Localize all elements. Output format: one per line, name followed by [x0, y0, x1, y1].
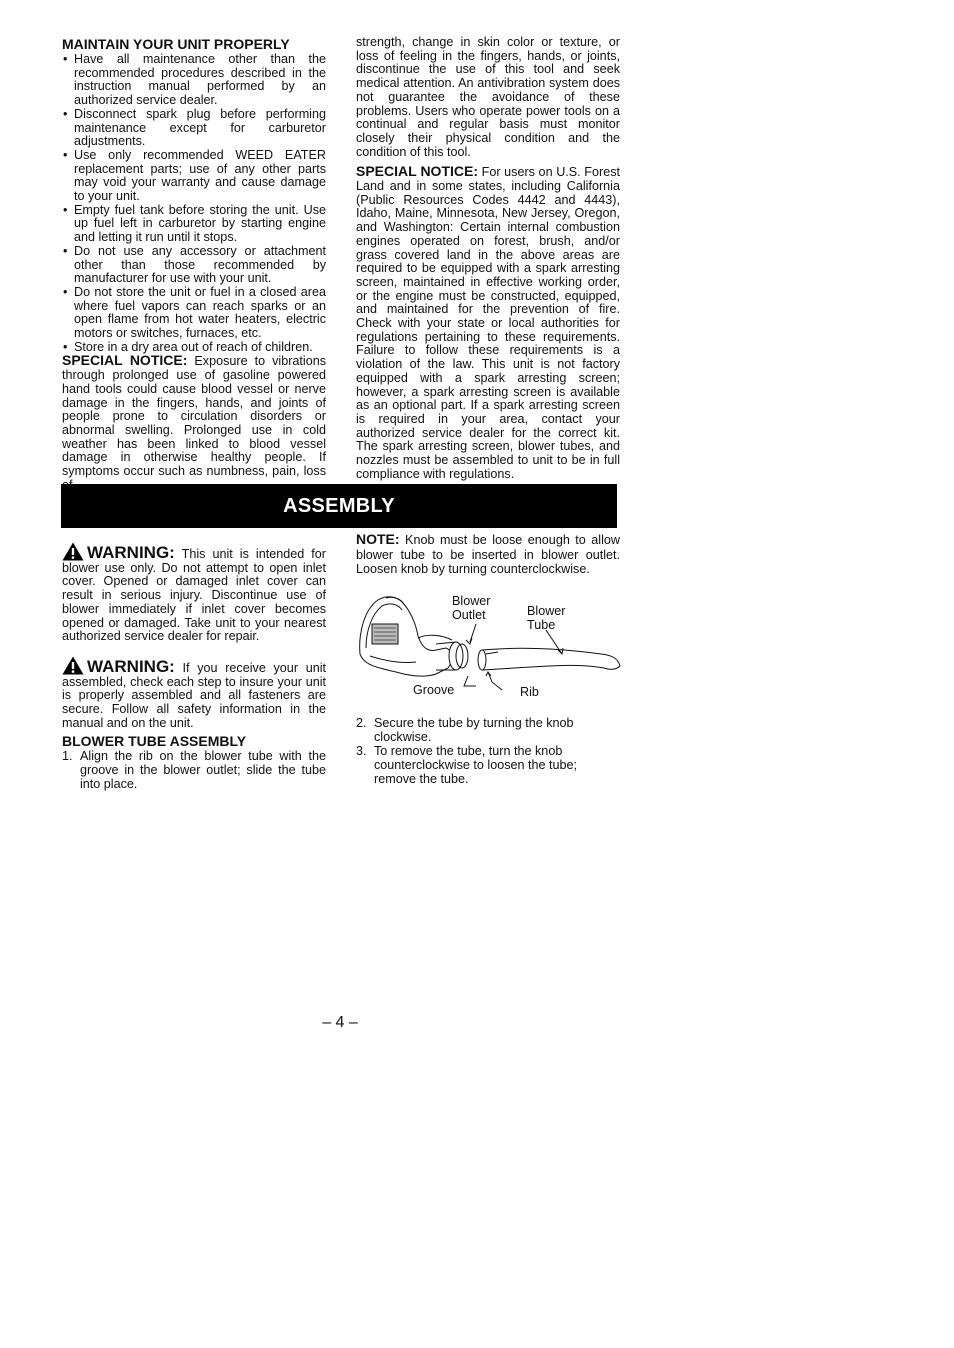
list-item: • Do not use any accessory or attachment other than those recommended by manufacturer for use with your unit.: [62, 245, 326, 286]
left-column-bottom: [62, 542, 326, 792]
blower-tube-diagram: [356, 590, 622, 708]
warning-assembled: [62, 656, 326, 731]
note: [356, 532, 620, 577]
maintain-heading: MAINTAIN YOUR UNIT PROPERLY: [62, 36, 290, 52]
list-item: 1. Align the rib on the blower tube with the groove in the blower outlet; slide the tube into place.: [62, 749, 326, 791]
warning-lead: WARNING:: [87, 543, 175, 562]
warning-blower-use: [62, 542, 326, 644]
list-item: • Store in a dry area out of reach of children.: [62, 341, 326, 355]
special-notice-text: Exposure to vibrations through prolonged use of gasoline powered hand tools could cause blood vessel or nerve damage in the fingers, hands, and joints of people prone to circulation disorders or abnormal swelling. Prolonged use in cold weather has been linked to blood vessel damage in otherwise healthy people. If symptoms occur such as numbness, pain, loss: [62, 354, 327, 479]
warning-text: This unit is intended for blower use only. Do not attempt to open inlet cover. Opened or damaged inlet cover can result in serious injury. Discontinue use of blower immediately if inlet cover becomes opened or damaged. Take unit to your nearest authorized service dealer for repair.: [62, 547, 326, 644]
label-rib: Rib: [520, 685, 539, 699]
list-item: 3. To remove the tube, turn the knob counterclockwise to loosen the tube; remove the tube.: [356, 744, 578, 786]
label-groove: Groove: [413, 683, 455, 697]
maintain-list: [62, 53, 326, 354]
blower-tube-heading: BLOWER TUBE ASSEMBLY: [62, 733, 247, 750]
special-notice-lead: SPECIAL NOTICE:: [62, 352, 188, 369]
list-item: • Disconnect spark plug before performing maintenance except for carburetor adjustments.: [62, 108, 326, 149]
page-number: – 4 –: [322, 1014, 358, 1031]
list-item: • Do not store the unit or fuel in a closed area where fuel vapors can reach sparks or an open flame from hot water heaters, electric motors or switches, furnaces, etc.: [62, 286, 326, 341]
warning-lead: WARNING:: [87, 656, 175, 676]
assembly-title: ASSEMBLY: [283, 494, 395, 517]
label-blower-outlet: Blower Outlet: [452, 594, 491, 622]
special-notice-vibration-cont: strength, change in skin color or texture, or loss of feeling in the fingers, hands, or joints, discontinue the use of this tool and seek medical attention. An antivibration system does not guarantee the avoidance of these problems. Users who operate power tools on a continual and regular basis must monitor closely their physical condition and the condition of this tool.: [356, 35, 620, 159]
warning-triangle-icon: [62, 542, 84, 561]
blower-tube-steps-cont: [356, 716, 620, 786]
special-notice-text: For users on U.S. Forest Land and in some states, including California (Public Resources Codes 4442 and 4443), Idaho, Maine, Minnesota, New Jersey, Oregon, and Washington: Certain internal combustion engines operated on forest, brush, and/or grass covered land in the above areas are required to be equipped with a spark arresting screen, maintained in effective working order, or the engine must be constructed, equipped, and maintained for the prevention of fire. Check with your state or local authorities for regulations pertaining to these requirements. Failure to follow these requirements is a violation of the law. This unit is not factory equipped with a spark arresting screen; however, a spark arresting screen is available as an optional part. If a spark arresting screen is required in your area, contact your authorized service dealer for the correct kit. The spark arresting screen, blower tubes, and nozzles must be assembled to unit to be in full compliance with regulations.: [356, 165, 620, 481]
label-blower-tube: Blower Tube: [527, 604, 566, 632]
special-notice-spark: [356, 165, 620, 481]
special-notice-lead: SPECIAL NOTICE:: [356, 163, 478, 180]
warning-text: If you receive your unit assembled, check each step to insure your unit is properly assembled and all fasteners are secure. Follow all safety information in the manual and on the unit.: [62, 660, 327, 730]
special-notice-vibration: [62, 354, 326, 492]
left-column-top: [62, 36, 326, 493]
list-item: • Have all maintenance other than the recommended procedures described in the instruction manual performed by an authorized service dealer.: [62, 53, 326, 108]
list-item: 2. Secure the tube by turning the knob clockwise.: [356, 716, 574, 744]
note-lead: NOTE:: [356, 531, 400, 547]
list-item: • Use only recommended WEED EATER replacement parts; use of any other parts may void your warranty and cause damage to your unit.: [62, 149, 326, 204]
blower-tube-steps: [62, 750, 326, 791]
warning-triangle-icon: [62, 656, 84, 675]
list-item: • Empty fuel tank before storing the unit. Use up fuel left in carburetor by starting engine and letting it run until it stops.: [62, 204, 326, 245]
assembly-banner: [61, 484, 617, 528]
right-column-bottom: [356, 532, 620, 577]
note-text: Knob must be loose enough to allow blower tube to be inserted in blower outlet. Loosen knob by turning counterclockwise.: [356, 533, 620, 576]
right-column-top: [356, 36, 620, 482]
